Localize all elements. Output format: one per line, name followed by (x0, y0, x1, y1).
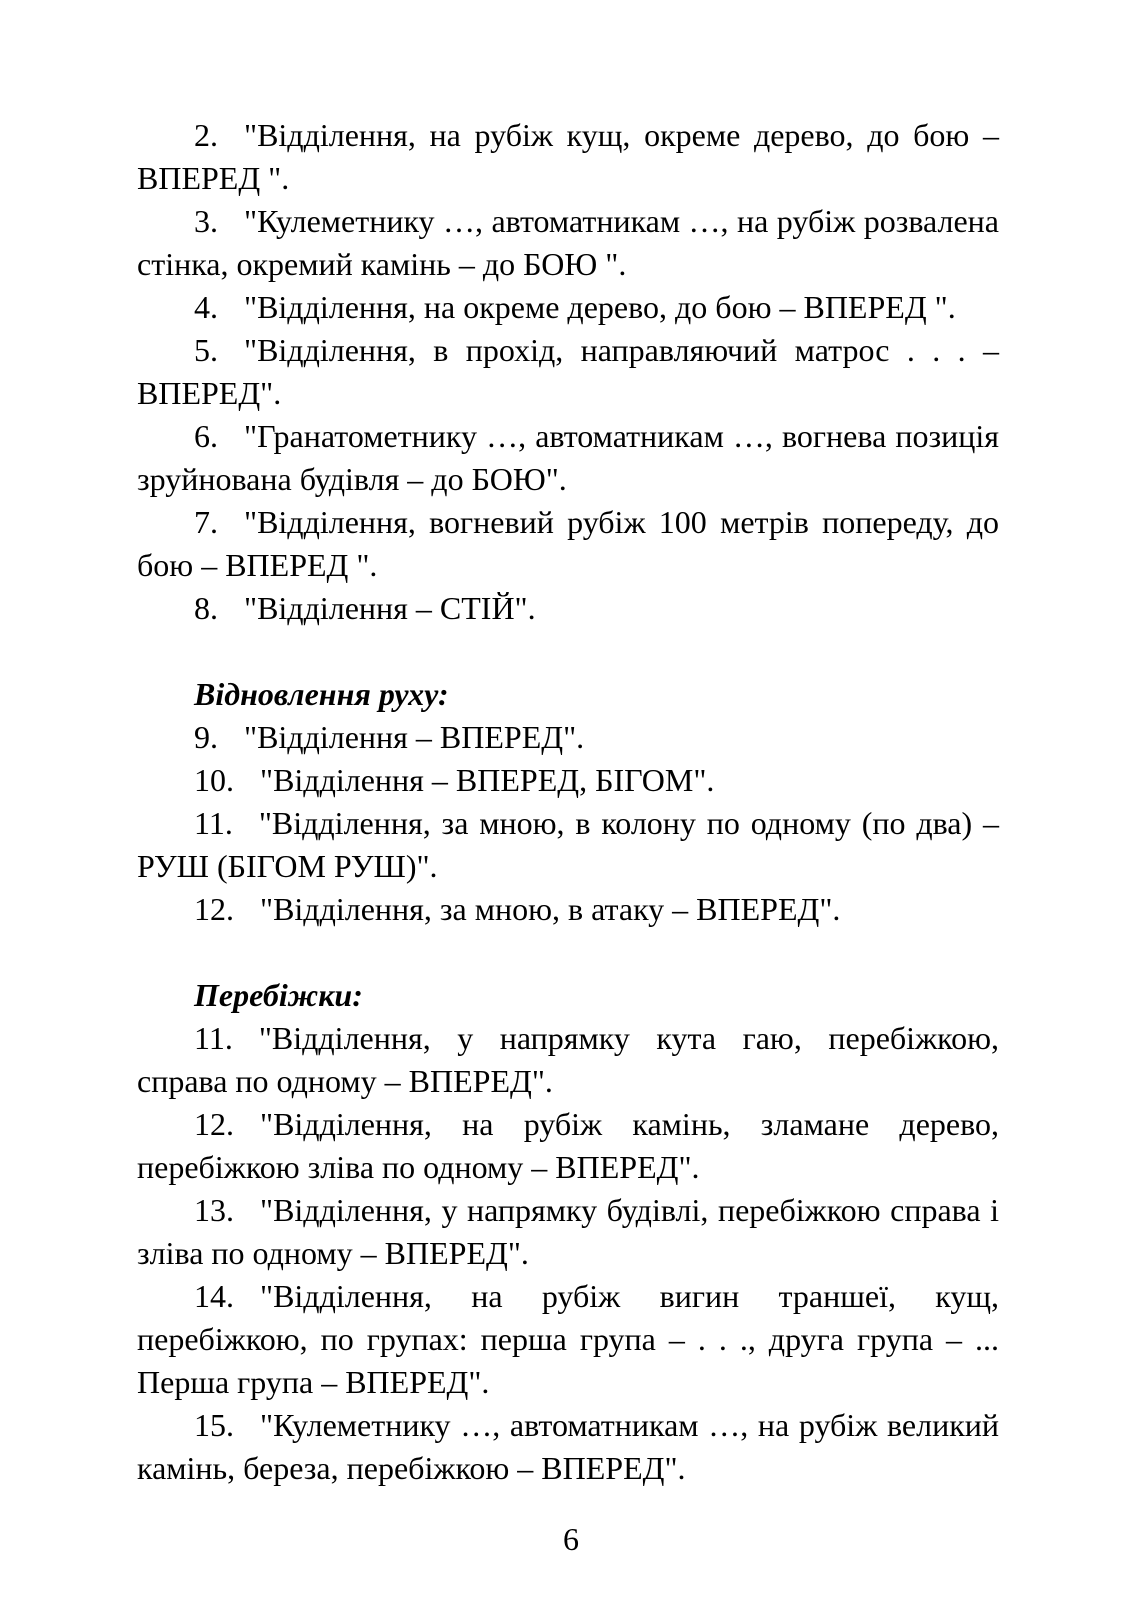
item-number: 10. (194, 762, 234, 798)
item-number: 8. (194, 590, 218, 626)
command-item (137, 802, 999, 888)
item-text: "Відділення, на рубіж кущ, окреме дерево, до бою – ВПЕРЕД ". (137, 117, 999, 196)
command-item (137, 415, 999, 501)
item-number: 5. (194, 332, 218, 368)
section-combat-deployment-commands (137, 114, 999, 630)
command-item (137, 888, 999, 931)
command-item (137, 114, 999, 200)
command-item (137, 286, 999, 329)
item-text: "Відділення, за мною, в колону по одному (по два) – РУШ (БІГОМ РУШ)". (137, 805, 999, 884)
command-item (137, 1404, 999, 1490)
item-number: 11. (194, 1020, 233, 1056)
item-number: 14. (194, 1278, 234, 1314)
item-text: "Відділення, на рубіж вигин траншеї, кущ, перебіжкою, по групах: перша група – . . ., друга група – ... Перша група – ВПЕРЕД". (137, 1278, 999, 1400)
item-number: 12. (194, 1106, 234, 1142)
item-text: "Відділення, на рубіж камінь, зламане дерево, перебіжкою зліва по одному – ВПЕРЕД". (137, 1106, 999, 1185)
item-number: 9. (194, 719, 218, 755)
page-number: 6 (563, 1521, 579, 1557)
section-heading-rushes: Перебіжки: (194, 977, 363, 1013)
item-number: 11. (194, 805, 233, 841)
command-item (137, 587, 999, 630)
item-text: "Кулеметнику …, автоматникам …, на рубіж великий камінь, береза, перебіжкою – ВПЕРЕД". (137, 1407, 999, 1486)
section-heading-restore-movement: Відновлення руху: (194, 676, 449, 712)
command-item (137, 716, 999, 759)
item-text: "Гранатометнику …, автоматникам …, вогнева позиція зруйнована будівля – до БОЮ". (137, 418, 999, 497)
command-item (137, 1189, 999, 1275)
item-number: 6. (194, 418, 218, 454)
item-text: "Відділення – ВПЕРЕД". (244, 719, 585, 755)
command-item (137, 329, 999, 415)
item-text: "Відділення – ВПЕРЕД, БІГОМ". (260, 762, 715, 798)
text-block (137, 114, 999, 1490)
item-number: 3. (194, 203, 218, 239)
item-number: 4. (194, 289, 218, 325)
section-restore-movement (137, 673, 999, 931)
item-text: "Відділення, в прохід, направляючий матрос . . . – ВПЕРЕД". (137, 332, 999, 411)
item-number: 7. (194, 504, 218, 540)
item-text: "Кулеметнику …, автоматникам …, на рубіж розвалена стінка, окремий камінь – до БОЮ ". (137, 203, 999, 282)
section-rushes (137, 974, 999, 1490)
item-number: 12. (194, 891, 234, 927)
item-text: "Відділення, вогневий рубіж 100 метрів попереду, до бою – ВПЕРЕД ". (137, 504, 999, 583)
command-item (137, 1017, 999, 1103)
item-text: "Відділення, у напрямку кута гаю, перебіжкою, справа по одному – ВПЕРЕД". (137, 1020, 999, 1099)
item-text: "Відділення, у напрямку будівлі, перебіжкою справа і зліва по одному – ВПЕРЕД". (137, 1192, 999, 1271)
command-item (137, 501, 999, 587)
item-number: 2. (194, 117, 218, 153)
item-number: 13. (194, 1192, 234, 1228)
item-text: "Відділення – СТІЙ". (244, 590, 536, 626)
item-number: 15. (194, 1407, 234, 1443)
item-text: "Відділення, за мною, в атаку – ВПЕРЕД". (260, 891, 841, 927)
command-item (137, 1275, 999, 1404)
command-item (137, 759, 999, 802)
command-item (137, 1103, 999, 1189)
item-text: "Відділення, на окреме дерево, до бою – ВПЕРЕД ". (244, 289, 956, 325)
command-item (137, 200, 999, 286)
